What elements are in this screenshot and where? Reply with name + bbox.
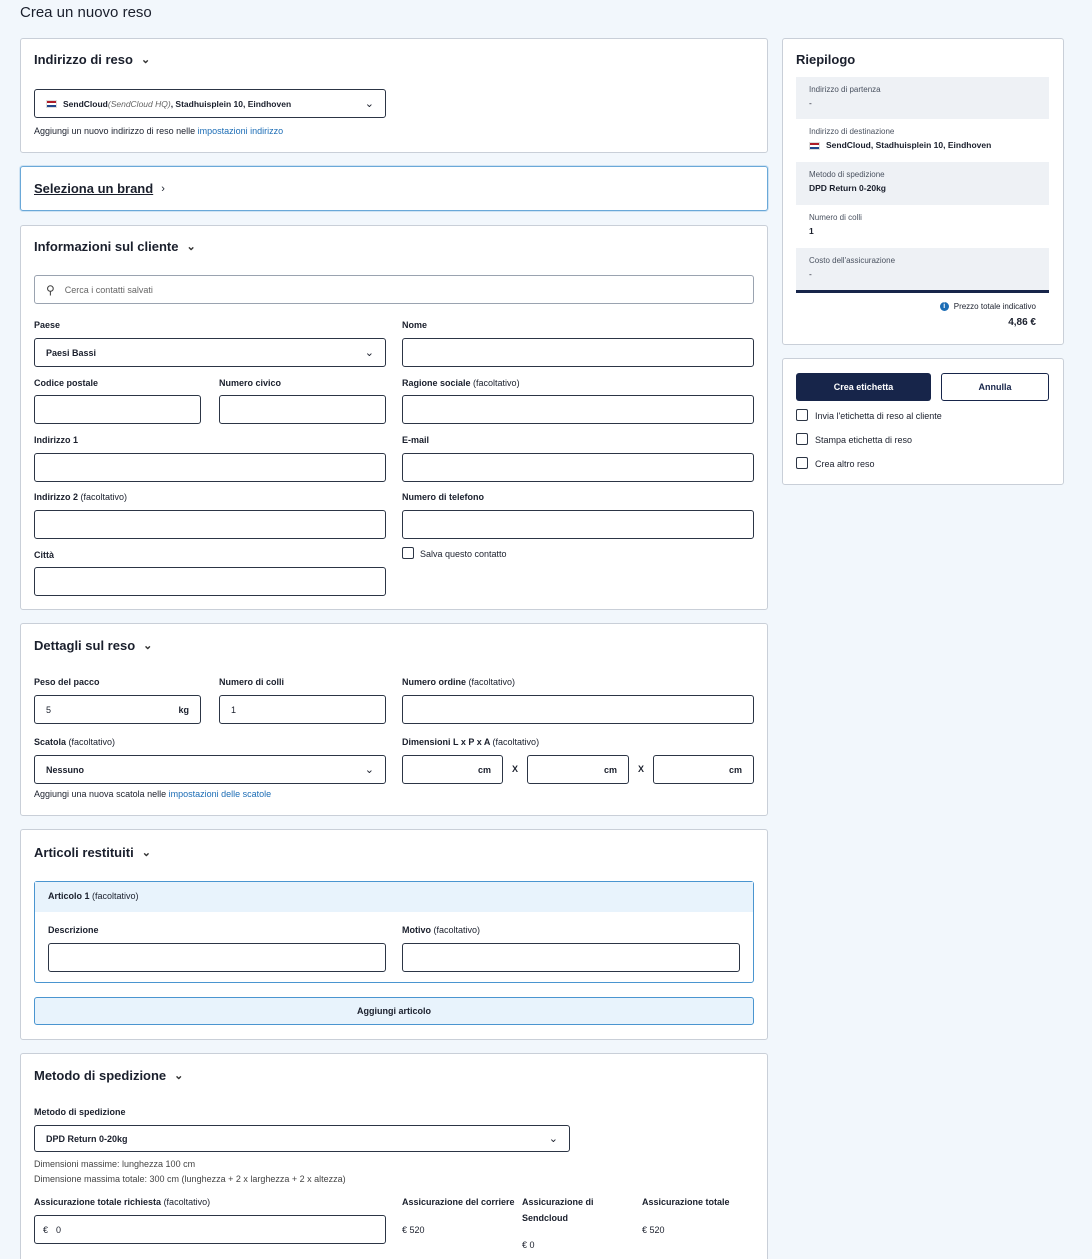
customer-title: Informazioni sul cliente <box>34 239 179 254</box>
chevron-down-icon: ⌄ <box>140 54 151 66</box>
max-dimensions-text: Dimensioni massime: lunghezza 100 cm <box>34 1159 196 1169</box>
address1-label: Indirizzo 1 <box>34 435 79 445</box>
chevron-down-icon: ⌄ <box>364 98 374 110</box>
total-insurance-value: € 520 <box>642 1225 665 1235</box>
search-placeholder: Cerca i contatti salvati <box>64 284 153 295</box>
summary-insurance-value: - <box>809 269 812 279</box>
summary-method-value: DPD Return 0-20kg <box>809 183 886 193</box>
price-info <box>940 302 1036 311</box>
sendcloud-insurance-value: € 0 <box>522 1240 535 1250</box>
summary-from <box>796 77 1049 119</box>
company-label: Ragione sociale (facoltativo) <box>402 378 520 388</box>
length-input[interactable] <box>402 755 503 784</box>
country-select[interactable] <box>34 338 386 367</box>
order-number-input[interactable] <box>402 695 754 724</box>
helper-text: Aggiungi una nuova scatola nelle <box>34 789 169 799</box>
description-input[interactable] <box>48 943 386 972</box>
summary-insurance-label: Costo dell'assicurazione <box>809 256 896 265</box>
chevron-down-icon: ⌄ <box>548 1133 558 1145</box>
cancel-button[interactable]: Annulla <box>941 373 1049 401</box>
order-number-label: Numero ordine (facoltativo) <box>402 677 516 687</box>
item-panel <box>34 881 754 983</box>
actions-card <box>782 358 1064 485</box>
address1-input[interactable] <box>34 453 386 482</box>
shipping-method-label: Metodo di spedizione <box>34 1107 126 1117</box>
box-value: Nessuno <box>46 764 85 775</box>
shipping-card <box>20 1053 768 1259</box>
name-label: Nome <box>402 320 428 330</box>
return-details-card <box>20 623 768 816</box>
summary-method <box>796 162 1049 205</box>
weight-value: 5 <box>46 704 52 715</box>
helper-text: Aggiungi un nuovo indirizzo di reso nelle <box>34 126 198 136</box>
search-icon: ⚲ <box>46 282 55 297</box>
contact-search-input[interactable] <box>34 275 754 304</box>
house-number-label: Numero civico <box>219 378 282 388</box>
summary-parcels-value: 1 <box>809 226 814 236</box>
city-input[interactable] <box>34 567 386 596</box>
create-label-button[interactable]: Crea etichetta <box>796 373 931 401</box>
brand-select[interactable] <box>34 181 165 196</box>
item-title: Articolo 1 (facoltativo) <box>48 891 139 901</box>
carrier-insurance-value: € 520 <box>402 1225 425 1235</box>
postal-code-input[interactable] <box>34 395 201 424</box>
customer-toggle[interactable] <box>34 239 196 254</box>
return-address-select[interactable] <box>34 89 386 118</box>
parcels-input[interactable] <box>219 695 386 724</box>
box-select[interactable] <box>34 755 386 784</box>
name-input[interactable] <box>402 338 754 367</box>
address-settings-link[interactable]: impostazioni indirizzo <box>197 126 284 136</box>
parcels-value: 1 <box>231 704 237 715</box>
shipping-method-select[interactable] <box>34 1125 570 1152</box>
chevron-down-icon: ⌄ <box>364 347 374 359</box>
currency-symbol: € <box>43 1224 49 1235</box>
box-settings-link[interactable]: impostazioni delle scatole <box>168 789 272 799</box>
summary-to-value: SendCloud, Stadhuisplein 10, Eindhoven <box>826 140 992 150</box>
shipping-title: Metodo di spedizione <box>34 1068 167 1083</box>
shipping-toggle[interactable] <box>34 1068 183 1083</box>
dimension-separator: X <box>638 764 645 774</box>
chevron-down-icon: ⌄ <box>141 847 151 859</box>
city-label: Città <box>34 550 54 560</box>
shipping-method-value: DPD Return 0-20kg <box>46 1133 128 1144</box>
phone-label: Numero di telefono <box>402 492 485 502</box>
brand-label: Seleziona un brand <box>34 181 154 196</box>
description-label: Descrizione <box>48 925 99 935</box>
netherlands-flag-icon <box>46 100 57 108</box>
customer-card <box>20 225 768 610</box>
insurance-input[interactable] <box>34 1215 386 1244</box>
return-details-title: Dettagli sul reso <box>34 638 136 653</box>
summary-title: Riepilogo <box>796 52 856 67</box>
save-contact-label: Salva questo contatto <box>420 549 507 559</box>
summary-method-label: Metodo di spedizione <box>809 170 885 179</box>
sendcloud-insurance-label-2: Sendcloud <box>522 1213 569 1223</box>
summary-to-label: Indirizzo di destinazione <box>809 127 895 136</box>
return-details-toggle[interactable] <box>34 638 152 653</box>
box-label: Scatola (facoltativo) <box>34 737 116 747</box>
chevron-down-icon: ⌄ <box>143 640 153 652</box>
email-label: E-mail <box>402 435 430 445</box>
summary-from-label: Indirizzo di partenza <box>809 85 881 94</box>
max-total-text: Dimensione massima totale: 300 cm (lunghezza + 2 x larghezza + 2 x altezza) <box>34 1174 346 1184</box>
email-input[interactable] <box>402 453 754 482</box>
house-number-input[interactable] <box>219 395 386 424</box>
return-address-card <box>20 38 768 153</box>
insurance-label: Assicurazione totale richiesta (facoltativo) <box>34 1197 211 1207</box>
insurance-value: 0 <box>56 1224 62 1235</box>
send-label-checkbox[interactable] <box>796 409 808 421</box>
create-another-text: Crea altro reso <box>815 459 875 469</box>
items-toggle[interactable] <box>34 845 151 860</box>
print-label-text: Stampa etichetta di reso <box>815 435 913 445</box>
chevron-down-icon: ⌄ <box>186 241 196 253</box>
total-insurance-label: Assicurazione totale <box>642 1197 730 1207</box>
address2-label: Indirizzo 2 (facoltativo) <box>34 492 128 502</box>
summary-to <box>796 119 1049 162</box>
carrier-insurance-label: Assicurazione del corriere <box>402 1197 515 1207</box>
address2-input[interactable] <box>34 510 386 539</box>
print-label-checkbox[interactable] <box>796 433 808 445</box>
price-label: Prezzo totale indicativo <box>953 302 1036 311</box>
item-panel-header <box>35 882 753 912</box>
country-label: Paese <box>34 320 61 330</box>
brand-card[interactable] <box>20 166 768 211</box>
add-item-button[interactable]: Aggiungi articolo <box>34 997 754 1025</box>
summary-parcels-label: Numero di colli <box>809 213 862 222</box>
width-unit: cm <box>603 764 617 775</box>
address-name: SendCloud <box>63 98 108 109</box>
chevron-down-icon: ⌄ <box>364 764 374 776</box>
summary-from-value: - <box>809 98 812 108</box>
phone-input[interactable] <box>402 510 754 539</box>
weight-unit: kg <box>178 704 189 715</box>
height-unit: cm <box>728 764 742 775</box>
company-input[interactable] <box>402 395 754 424</box>
netherlands-flag-icon <box>809 142 820 150</box>
height-input[interactable] <box>653 755 754 784</box>
dimension-separator: X <box>512 764 519 774</box>
parcels-label: Numero di colli <box>219 677 285 687</box>
summary-insurance <box>796 248 1049 293</box>
page-title: Crea un nuovo reso <box>20 4 152 21</box>
price-value: 4,86 € <box>1008 317 1036 328</box>
weight-label: Peso del pacco <box>34 677 100 687</box>
return-address-title: Indirizzo di reso <box>34 52 133 67</box>
info-icon[interactable]: i <box>940 302 949 311</box>
save-contact-checkbox[interactable] <box>402 547 414 559</box>
summary-card <box>782 38 1064 345</box>
width-input[interactable] <box>527 755 629 784</box>
summary-parcels <box>796 205 1049 248</box>
items-title: Articoli restituiti <box>34 845 134 860</box>
box-helper <box>34 789 271 799</box>
chevron-right-icon: › <box>161 182 165 195</box>
dimensions-label: Dimensioni L x P x A (facoltativo) <box>402 737 540 747</box>
send-label-text: Invia l'etichetta di reso al cliente <box>815 411 942 421</box>
address-street: , Stadhuisplein 10, Eindhoven <box>170 98 292 109</box>
country-value: Paesi Bassi <box>46 347 97 358</box>
postal-code-label: Codice postale <box>34 378 99 388</box>
address-alias: (SendCloud HQ) <box>107 98 171 109</box>
return-address-helper <box>34 126 283 136</box>
weight-input[interactable] <box>34 695 201 724</box>
create-another-checkbox[interactable] <box>796 457 808 469</box>
chevron-down-icon: ⌄ <box>174 1070 184 1082</box>
items-card <box>20 829 768 1040</box>
reason-input[interactable] <box>402 943 740 972</box>
reason-label: Motivo (facoltativo) <box>402 925 481 935</box>
return-address-toggle[interactable] <box>34 52 150 67</box>
sendcloud-insurance-label: Assicurazione di <box>522 1197 594 1207</box>
length-unit: cm <box>477 764 491 775</box>
